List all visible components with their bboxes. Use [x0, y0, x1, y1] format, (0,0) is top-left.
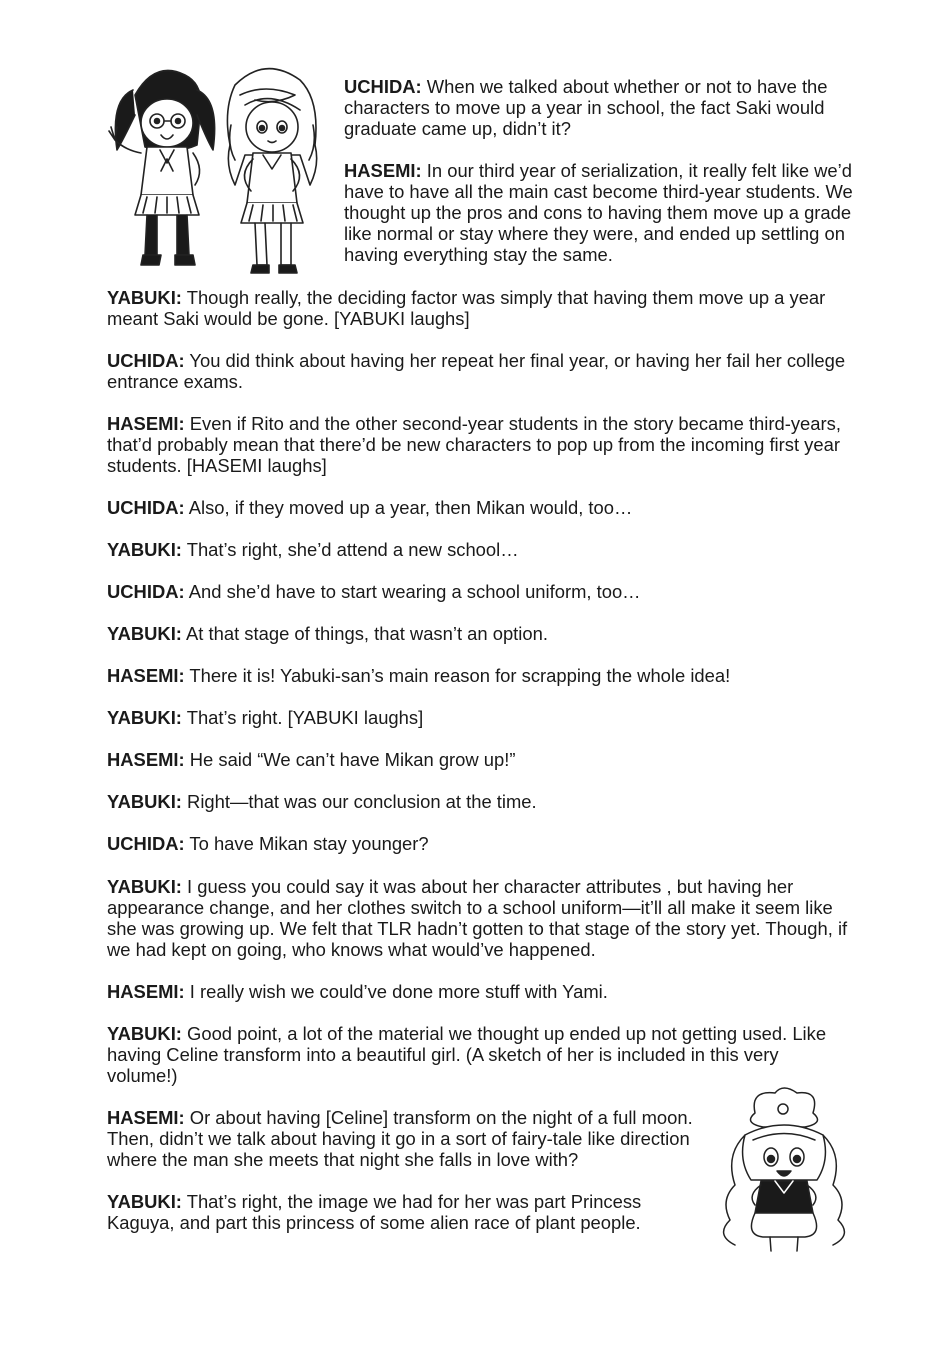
- chibi-flower-girl-illustration: [705, 1085, 855, 1255]
- dialogue-entry: [344, 160, 869, 265]
- speaker-label: HASEMI:: [107, 1107, 185, 1128]
- dialogue-entry: [107, 413, 847, 476]
- speaker-label: HASEMI:: [107, 413, 185, 434]
- speaker-label: YABUKI:: [107, 707, 182, 728]
- dialogue-text: Even if Rito and the other second-year students in the story became third-years, that’d probably mean that there’d be new characters to pop up from the incoming first year students. [HASEMI laughs]: [107, 413, 841, 476]
- dialogue-entry: [107, 350, 847, 392]
- dialogue-text: That’s right, she’d attend a new school…: [181, 539, 519, 560]
- dialogue-text: At that stage of things, that wasn’t an option.: [181, 623, 548, 644]
- speaker-label: HASEMI:: [107, 665, 185, 686]
- chibi-schoolgirls-illustration: [105, 55, 335, 285]
- dialogue-entry: [344, 76, 869, 139]
- dialogue-entry: [107, 1107, 707, 1170]
- dialogue-entry: [107, 665, 847, 686]
- dialogue-entry: [107, 497, 847, 518]
- dialogue-entry: [107, 1023, 847, 1086]
- dialogue-entry: [107, 581, 847, 602]
- dialogue-text: Or about having [Celine] transform on the night of a full moon. Then, didn’t we talk about having it go in a sort of fairy-tale like direction where the man she meets that night she falls in love with?: [107, 1107, 693, 1170]
- dialogue-text: In our third year of serialization, it really felt like we’d have to have all the main cast become third-year students. We thought up the pros and cons to having them move up a grade like normal or stay where they were, and ended up settling on having everything stay the same.: [344, 160, 853, 265]
- dialogue-entry: [107, 623, 847, 644]
- speaker-label: UCHIDA:: [107, 581, 185, 602]
- dialogue-text: You did think about having her repeat her final year, or having her fail her college entrance exams.: [107, 350, 846, 392]
- dialogue-text: I really wish we could’ve done more stuff with Yami.: [184, 981, 608, 1002]
- dialogue-text: That’s right. [YABUKI laughs]: [181, 707, 424, 728]
- speaker-label: YABUKI:: [107, 287, 182, 308]
- speaker-label: UCHIDA:: [344, 76, 422, 97]
- speaker-label: HASEMI:: [107, 981, 185, 1002]
- dialogue-entry: [107, 707, 847, 728]
- speaker-label: UCHIDA:: [107, 350, 185, 371]
- dialogue-text: He said “We can’t have Mikan grow up!”: [184, 749, 516, 770]
- speaker-label: HASEMI:: [107, 749, 185, 770]
- dialogue-text: And she’d have to start wearing a school uniform, too…: [184, 581, 641, 602]
- speaker-label: YABUKI:: [107, 876, 182, 897]
- dialogue-entry: [107, 981, 847, 1002]
- dialogue-entry: [107, 833, 847, 854]
- dialogue-entry: [107, 1191, 697, 1233]
- speaker-label: YABUKI:: [107, 623, 182, 644]
- dialogue-text: Also, if they moved up a year, then Mikan would, too…: [184, 497, 633, 518]
- dialogue-entry: [107, 539, 847, 560]
- dialogue-text: When we talked about whether or not to have the characters to move up a year in school, the fact Saki would graduate came up, didn’t it?: [344, 76, 828, 139]
- dialogue-text: There it is! Yabuki-san’s main reason for scrapping the whole idea!: [184, 665, 731, 686]
- speaker-label: UCHIDA:: [107, 833, 185, 854]
- dialogue-entry: [107, 791, 847, 812]
- speaker-label: YABUKI:: [107, 1191, 182, 1212]
- speaker-label: UCHIDA:: [107, 497, 185, 518]
- dialogue-text: Good point, a lot of the material we thought up ended up not getting used. Like having Celine transform into a beautiful girl. (A sketch of her is included in this very volume!): [107, 1023, 827, 1086]
- speaker-label: YABUKI:: [107, 539, 182, 560]
- speaker-label: HASEMI:: [344, 160, 422, 181]
- dialogue-text: That’s right, the image we had for her was part Princess Kaguya, and part this princess of some alien race of plant people.: [107, 1191, 642, 1233]
- dialogue-text: Though really, the deciding factor was simply that having them move up a year meant Saki would be gone. [YABUKI laughs]: [107, 287, 826, 329]
- dialogue-text: I guess you could say it was about her character attributes , but having her appearance change, and her clothes switch to a school uniform—it’ll all make it seem like she was growing up. We felt that TLR hadn’t gotten to that stage of the story yet. Though, if we had kept on going, who knows what would’ve happened.: [107, 876, 848, 960]
- dialogue-text: To have Mikan stay younger?: [184, 833, 429, 854]
- speaker-label: YABUKI:: [107, 1023, 182, 1044]
- dialogue-text: Right—that was our conclusion at the time.: [181, 791, 537, 812]
- dialogue-entry: [107, 749, 847, 770]
- dialogue-entry: [107, 287, 847, 329]
- dialogue-entry: [107, 876, 853, 960]
- speaker-label: YABUKI:: [107, 791, 182, 812]
